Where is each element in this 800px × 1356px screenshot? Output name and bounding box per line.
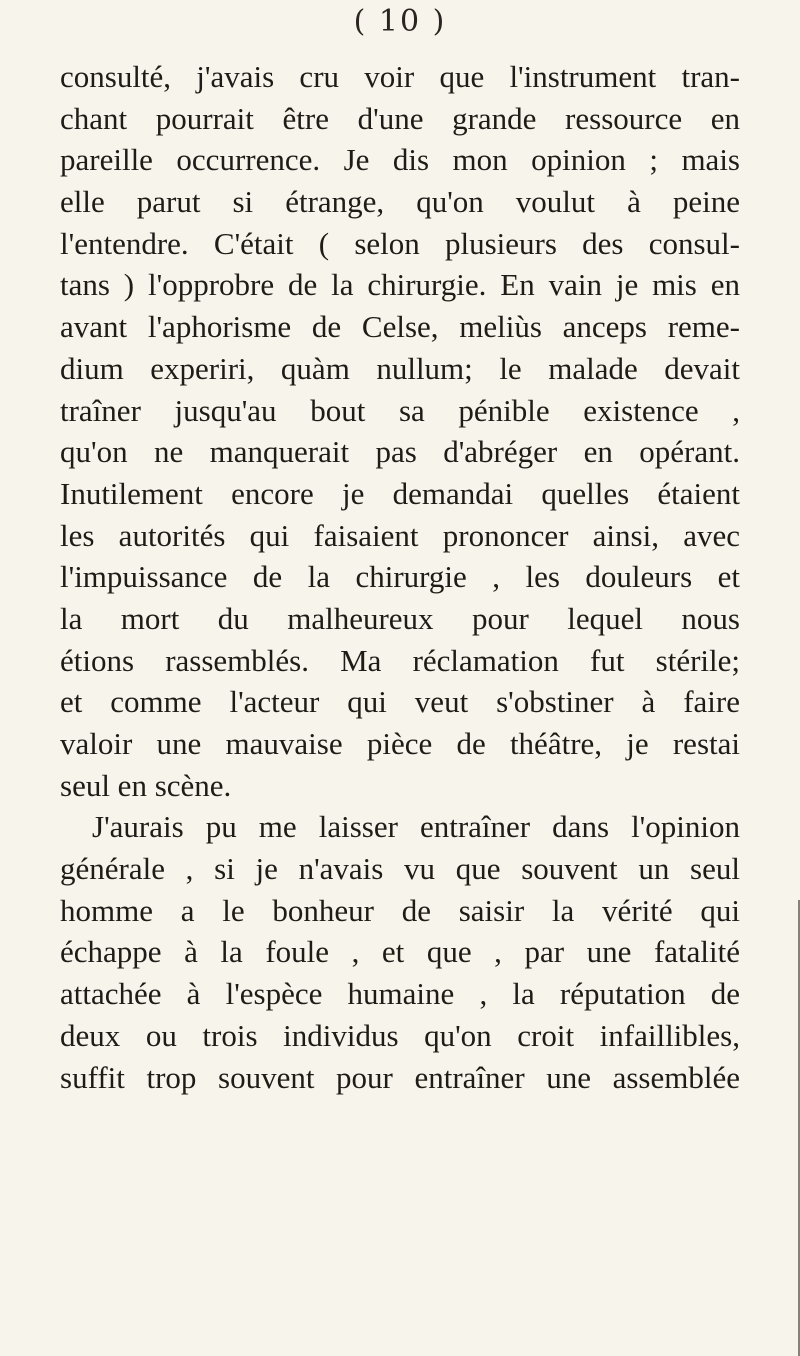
body-text: [60, 56, 740, 1098]
text-line: et comme l'acteur qui veut s'obstiner à faire: [60, 684, 740, 720]
text-line: avant l'aphorisme de Celse, meliùs anceps reme-: [60, 309, 740, 345]
text-line: qu'on ne manquerait pas d'abréger en opérant.: [60, 434, 740, 470]
page-number: ( 10 ): [353, 4, 447, 39]
text-line: seul en scène.: [60, 767, 232, 803]
text-line: valoir une mauvaise pièce de théâtre, je restai: [60, 726, 740, 761]
text-line: pareille occurrence. Je dis mon opinion ; mais: [60, 142, 740, 178]
text-line: chant pourrait être d'une grande ressource en: [60, 100, 740, 136]
text-line: suffit trop souvent pour entraîner une assemblée: [60, 1059, 740, 1095]
text-line: échappe à la foule , et que , par une fatalité: [60, 934, 740, 970]
text-line: la mort du malheureux pour lequel nous: [60, 600, 740, 636]
text-line: les autorités qui faisaient prononcer ainsi, avec: [60, 517, 740, 553]
text-line: elle parut si étrange, qu'on voulut à peine: [60, 184, 740, 220]
text-line: consulté, j'avais cru voir que l'instrument tran-: [60, 59, 740, 94]
text-line: l'entendre. C'était ( selon plusieurs des consul-: [60, 225, 740, 261]
text-line: homme a le bonheur de saisir la vérité qui: [60, 892, 740, 928]
text-line: Inutilement encore je demandai quelles étaient: [60, 475, 740, 511]
text-line: deux ou trois individus qu'on croit infaillibles,: [60, 1017, 740, 1053]
text-line: J'aurais pu me laisser entraîner dans l'opinion: [92, 809, 740, 845]
text-line: étions rassemblés. Ma réclamation fut stérile;: [60, 642, 740, 678]
text-line: dium experiri, quàm nullum; le malade devait: [60, 350, 740, 386]
text-line: générale , si je n'avais vu que souvent un seul: [60, 851, 740, 887]
text-line: attachée à l'espèce humaine , la réputation de: [60, 976, 740, 1012]
text-line: tans ) l'opprobre de la chirurgie. En vain je mis en: [60, 267, 740, 303]
text-line: l'impuissance de la chirurgie , les douleurs et: [60, 559, 740, 595]
text-line: traîner jusqu'au bout sa pénible existence ,: [60, 392, 740, 428]
